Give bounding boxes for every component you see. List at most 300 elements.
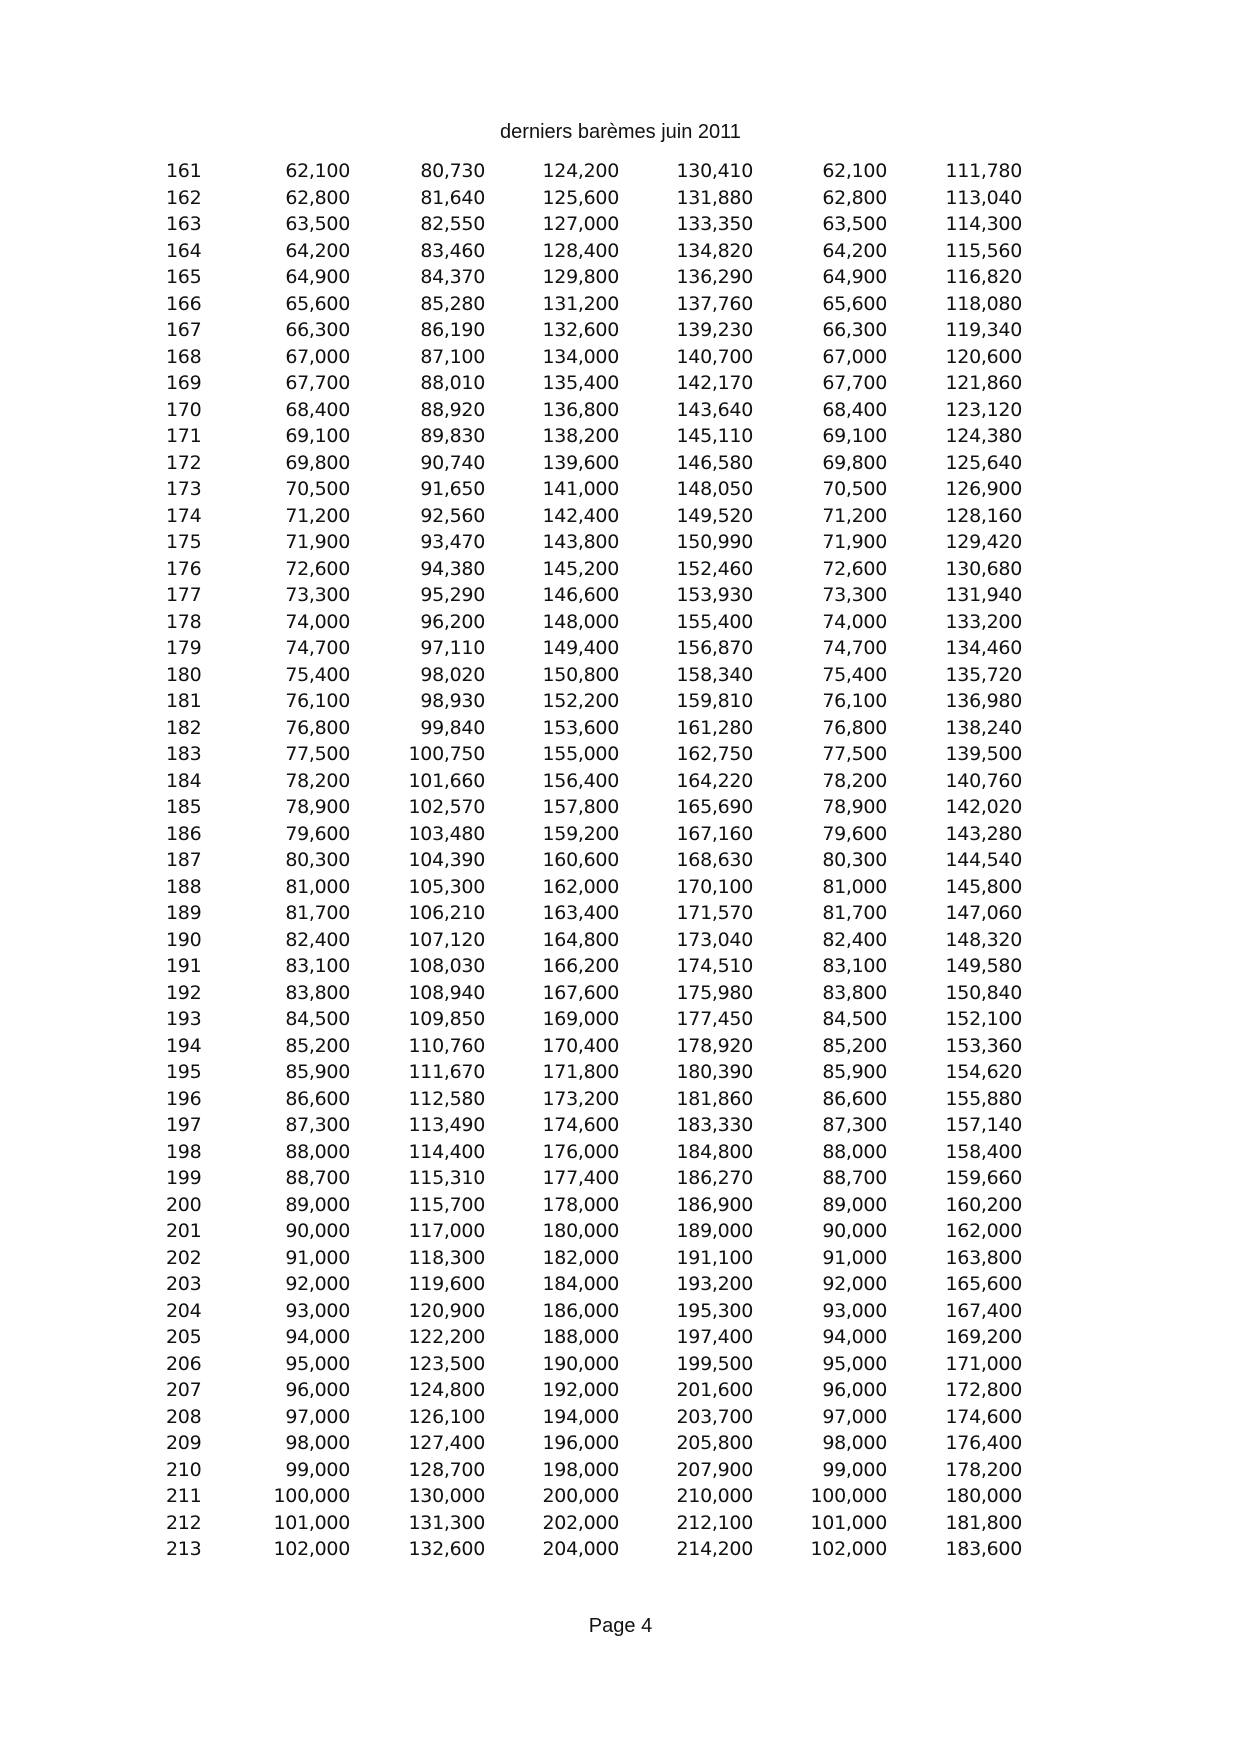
row-index: 168 [166,345,202,368]
col-3-value: 134,000 [542,345,619,368]
row-index: 182 [166,716,202,739]
col-4-value: 146,580 [676,451,753,474]
col-1-value: 98,000 [285,1432,350,1454]
row-index: 181 [166,690,202,712]
table-row [0,1536,1241,1563]
col-4-value: 150,990 [676,531,753,553]
col-5-value: 78,200 [822,769,887,792]
col-3-value: 150,800 [542,663,619,686]
table-row [0,185,1241,212]
col-5-value: 86,600 [822,1087,887,1110]
col-1-value: 68,400 [285,398,350,421]
col-2-value: 103,480 [408,822,485,845]
col-4-value: 186,900 [676,1193,753,1216]
col-6-value: 114,300 [945,213,1022,235]
col-1-value: 87,300 [285,1114,350,1136]
col-2-value: 80,730 [420,160,485,182]
table-row [0,556,1241,583]
col-3-value: 155,000 [542,743,619,765]
col-5-value: 67,700 [822,372,887,394]
col-4-value: 201,600 [676,1379,753,1401]
col-2-value: 114,400 [408,1140,485,1163]
col-6-value: 154,620 [945,1061,1022,1083]
col-5-value: 75,400 [822,663,887,686]
col-2-value: 92,560 [420,504,485,527]
col-1-value: 93,000 [285,1299,350,1322]
table-row [0,1271,1241,1298]
col-5-value: 62,100 [822,160,887,182]
col-5-value: 73,300 [822,584,887,606]
row-index: 199 [166,1167,202,1189]
col-5-value: 96,000 [822,1379,887,1401]
col-3-value: 188,000 [542,1326,619,1348]
col-5-value: 102,000 [810,1538,887,1560]
col-5-value: 68,400 [822,398,887,421]
col-4-value: 186,270 [676,1167,753,1189]
col-2-value: 87,100 [420,345,485,368]
col-2-value: 86,190 [420,319,485,341]
col-1-value: 82,400 [285,928,350,951]
col-2-value: 115,700 [408,1193,485,1216]
col-2-value: 81,640 [420,186,485,209]
col-3-value: 166,200 [542,955,619,977]
col-6-value: 155,880 [945,1087,1022,1110]
col-5-value: 77,500 [822,743,887,765]
col-1-value: 91,000 [285,1246,350,1269]
col-1-value: 74,000 [285,610,350,633]
row-index: 204 [166,1299,202,1322]
col-2-value: 123,500 [408,1352,485,1375]
col-4-value: 131,880 [676,186,753,209]
col-4-value: 212,100 [676,1511,753,1534]
col-5-value: 82,400 [822,928,887,951]
col-3-value: 173,200 [542,1087,619,1110]
col-1-value: 67,000 [285,345,350,368]
col-5-value: 81,700 [822,902,887,924]
table-row [0,1192,1241,1219]
col-5-value: 89,000 [822,1193,887,1216]
col-4-value: 170,100 [676,875,753,898]
col-2-value: 124,800 [408,1379,485,1401]
col-6-value: 138,240 [945,716,1022,739]
col-6-value: 124,380 [945,425,1022,447]
row-index: 194 [166,1034,202,1057]
col-1-value: 85,200 [285,1034,350,1057]
col-2-value: 96,200 [420,610,485,633]
col-4-value: 178,920 [676,1034,753,1057]
col-2-value: 106,210 [408,902,485,924]
col-4-value: 139,230 [676,319,753,341]
table-row [0,1006,1241,1033]
col-2-value: 88,010 [420,372,485,394]
col-6-value: 143,280 [945,822,1022,845]
col-2-value: 104,390 [408,849,485,871]
col-4-value: 142,170 [676,372,753,394]
col-6-value: 131,940 [945,584,1022,606]
col-4-value: 136,290 [676,266,753,288]
table-row [0,821,1241,848]
col-4-value: 180,390 [676,1061,753,1083]
col-5-value: 80,300 [822,849,887,871]
table-row [0,1430,1241,1457]
col-1-value: 62,800 [285,186,350,209]
col-4-value: 162,750 [676,743,753,765]
col-4-value: 191,100 [676,1246,753,1269]
col-2-value: 99,840 [420,716,485,739]
col-1-value: 96,000 [285,1379,350,1401]
table-row [0,529,1241,556]
col-4-value: 156,870 [676,637,753,659]
table-row [0,423,1241,450]
col-1-value: 69,800 [285,451,350,474]
col-4-value: 167,160 [676,822,753,845]
row-index: 198 [166,1140,202,1163]
col-3-value: 170,400 [542,1034,619,1057]
col-3-value: 124,200 [542,160,619,182]
col-5-value: 87,300 [822,1114,887,1136]
table-row [0,900,1241,927]
col-5-value: 101,000 [810,1511,887,1534]
table-row [0,476,1241,503]
col-1-value: 74,700 [285,637,350,659]
col-1-value: 84,500 [285,1008,350,1030]
col-6-value: 134,460 [945,637,1022,659]
col-6-value: 159,660 [945,1167,1022,1189]
col-2-value: 88,920 [420,398,485,421]
col-5-value: 76,800 [822,716,887,739]
col-4-value: 189,000 [676,1220,753,1242]
col-1-value: 81,700 [285,902,350,924]
table-row [0,1483,1241,1510]
row-index: 163 [166,213,202,235]
col-3-value: 153,600 [542,716,619,739]
col-2-value: 84,370 [420,266,485,288]
col-6-value: 174,600 [945,1405,1022,1428]
col-4-value: 133,350 [676,213,753,235]
table-row [0,1139,1241,1166]
col-5-value: 72,600 [822,557,887,580]
col-4-value: 203,700 [676,1405,753,1428]
table-row [0,635,1241,662]
col-5-value: 74,000 [822,610,887,633]
col-3-value: 194,000 [542,1405,619,1428]
col-2-value: 126,100 [408,1405,485,1428]
table-row [0,503,1241,530]
table-row [0,264,1241,291]
row-index: 184 [166,769,202,792]
col-5-value: 95,000 [822,1352,887,1375]
col-5-value: 91,000 [822,1246,887,1269]
col-4-value: 210,000 [676,1485,753,1507]
row-index: 183 [166,743,202,765]
row-index: 186 [166,822,202,845]
col-6-value: 111,780 [945,160,1022,182]
col-5-value: 92,000 [822,1273,887,1295]
col-5-value: 85,900 [822,1061,887,1083]
col-5-value: 90,000 [822,1220,887,1242]
col-3-value: 186,000 [542,1299,619,1322]
col-2-value: 112,580 [408,1087,485,1110]
col-6-value: 136,980 [945,690,1022,712]
col-1-value: 88,000 [285,1140,350,1163]
col-3-value: 145,200 [542,557,619,580]
row-index: 203 [166,1273,202,1295]
col-2-value: 93,470 [420,531,485,553]
table-row [0,715,1241,742]
col-2-value: 115,310 [408,1167,485,1189]
row-index: 180 [166,663,202,686]
col-1-value: 62,100 [285,160,350,182]
row-index: 178 [166,610,202,633]
col-2-value: 85,280 [420,292,485,315]
col-3-value: 163,400 [542,902,619,924]
row-index: 174 [166,504,202,527]
row-index: 195 [166,1061,202,1083]
col-5-value: 83,100 [822,955,887,977]
col-5-value: 78,900 [822,796,887,818]
col-1-value: 85,900 [285,1061,350,1083]
col-5-value: 88,700 [822,1167,887,1189]
row-index: 191 [166,955,202,977]
table-row [0,370,1241,397]
row-index: 164 [166,239,202,262]
table-row [0,1165,1241,1192]
col-6-value: 180,000 [945,1485,1022,1507]
col-2-value: 89,830 [420,425,485,447]
table-row [0,1112,1241,1139]
col-5-value: 69,100 [822,425,887,447]
col-6-value: 153,360 [945,1034,1022,1057]
col-1-value: 76,100 [285,690,350,712]
table-row [0,980,1241,1007]
col-5-value: 83,800 [822,981,887,1004]
col-5-value: 67,000 [822,345,887,368]
row-index: 208 [166,1405,202,1428]
col-5-value: 98,000 [822,1432,887,1454]
col-1-value: 86,600 [285,1087,350,1110]
col-1-value: 76,800 [285,716,350,739]
col-3-value: 125,600 [542,186,619,209]
col-4-value: 159,810 [676,690,753,712]
table-row [0,1457,1241,1484]
col-1-value: 83,800 [285,981,350,1004]
col-6-value: 171,000 [945,1352,1022,1375]
col-4-value: 149,520 [676,504,753,527]
col-4-value: 134,820 [676,239,753,262]
col-6-value: 172,800 [945,1379,1022,1401]
row-index: 207 [166,1379,202,1401]
col-1-value: 102,000 [273,1538,350,1560]
col-1-value: 66,300 [285,319,350,341]
col-6-value: 145,800 [945,875,1022,898]
table-row [0,211,1241,238]
col-1-value: 80,300 [285,849,350,871]
col-6-value: 121,860 [945,372,1022,394]
table-row [0,397,1241,424]
col-2-value: 122,200 [408,1326,485,1348]
col-1-value: 81,000 [285,875,350,898]
row-index: 205 [166,1326,202,1348]
col-3-value: 204,000 [542,1538,619,1560]
row-index: 190 [166,928,202,951]
col-6-value: 147,060 [945,902,1022,924]
col-1-value: 67,700 [285,372,350,394]
rates-table [0,158,1241,1563]
table-row [0,794,1241,821]
col-1-value: 63,500 [285,213,350,235]
col-3-value: 148,000 [542,610,619,633]
table-row [0,1324,1241,1351]
col-2-value: 111,670 [408,1061,485,1083]
col-3-value: 169,000 [542,1008,619,1030]
col-6-value: 160,200 [945,1193,1022,1216]
col-5-value: 70,500 [822,478,887,500]
col-6-value: 167,400 [945,1299,1022,1322]
col-2-value: 118,300 [408,1246,485,1269]
col-2-value: 83,460 [420,239,485,262]
row-index: 167 [166,319,202,341]
col-1-value: 64,200 [285,239,350,262]
col-5-value: 99,000 [822,1458,887,1481]
row-index: 175 [166,531,202,553]
table-row [0,317,1241,344]
table-row [0,1351,1241,1378]
col-3-value: 180,000 [542,1220,619,1242]
col-4-value: 155,400 [676,610,753,633]
row-index: 189 [166,902,202,924]
col-4-value: 175,980 [676,981,753,1004]
row-index: 176 [166,557,202,580]
col-1-value: 73,300 [285,584,350,606]
col-4-value: 173,040 [676,928,753,951]
col-4-value: 145,110 [676,425,753,447]
col-3-value: 184,000 [542,1273,619,1295]
col-6-value: 158,400 [945,1140,1022,1163]
col-4-value: 214,200 [676,1538,753,1560]
col-5-value: 81,000 [822,875,887,898]
col-6-value: 125,640 [945,451,1022,474]
col-6-value: 183,600 [945,1538,1022,1560]
col-3-value: 149,400 [542,637,619,659]
col-2-value: 130,000 [408,1485,485,1507]
col-2-value: 102,570 [408,796,485,818]
row-index: 196 [166,1087,202,1110]
col-4-value: 165,690 [676,796,753,818]
col-6-value: 163,800 [945,1246,1022,1269]
col-6-value: 130,680 [945,557,1022,580]
table-row [0,1510,1241,1537]
col-6-value: 142,020 [945,796,1022,818]
col-5-value: 97,000 [822,1405,887,1428]
row-index: 169 [166,372,202,394]
row-index: 192 [166,981,202,1004]
col-4-value: 148,050 [676,478,753,500]
col-2-value: 132,600 [408,1538,485,1560]
col-5-value: 79,600 [822,822,887,845]
col-6-value: 133,200 [945,610,1022,633]
col-3-value: 131,200 [542,292,619,315]
col-6-value: 181,800 [945,1511,1022,1534]
col-1-value: 97,000 [285,1405,350,1428]
col-2-value: 108,030 [408,955,485,977]
col-5-value: 100,000 [810,1485,887,1507]
col-3-value: 190,000 [542,1352,619,1375]
col-6-value: 116,820 [945,266,1022,288]
col-5-value: 64,200 [822,239,887,262]
col-2-value: 91,650 [420,478,485,500]
col-2-value: 119,600 [408,1273,485,1295]
col-3-value: 132,600 [542,319,619,341]
col-4-value: 195,300 [676,1299,753,1322]
col-3-value: 164,800 [542,928,619,951]
col-6-value: 118,080 [945,292,1022,315]
row-index: 197 [166,1114,202,1136]
col-6-value: 126,900 [945,478,1022,500]
col-1-value: 78,900 [285,796,350,818]
col-6-value: 139,500 [945,743,1022,765]
row-index: 211 [166,1485,202,1507]
row-index: 209 [166,1432,202,1454]
row-index: 179 [166,637,202,659]
col-4-value: 164,220 [676,769,753,792]
col-2-value: 128,700 [408,1458,485,1481]
col-1-value: 72,600 [285,557,350,580]
row-index: 171 [166,425,202,447]
col-4-value: 168,630 [676,849,753,871]
col-1-value: 92,000 [285,1273,350,1295]
row-index: 213 [166,1538,202,1560]
col-2-value: 105,300 [408,875,485,898]
table-row [0,927,1241,954]
col-6-value: 165,600 [945,1273,1022,1295]
col-3-value: 136,800 [542,398,619,421]
table-row [0,662,1241,689]
col-3-value: 202,000 [542,1511,619,1534]
col-3-value: 178,000 [542,1193,619,1216]
col-2-value: 107,120 [408,928,485,951]
col-6-value: 162,000 [945,1220,1022,1242]
col-6-value: 148,320 [945,928,1022,951]
col-2-value: 108,940 [408,981,485,1004]
col-3-value: 128,400 [542,239,619,262]
col-5-value: 66,300 [822,319,887,341]
col-1-value: 71,200 [285,504,350,527]
col-1-value: 88,700 [285,1167,350,1189]
col-1-value: 100,000 [273,1485,350,1507]
row-index: 206 [166,1352,202,1375]
col-4-value: 174,510 [676,955,753,977]
col-1-value: 71,900 [285,531,350,553]
col-5-value: 62,800 [822,186,887,209]
col-4-value: 205,800 [676,1432,753,1454]
col-1-value: 101,000 [273,1511,350,1534]
col-6-value: 157,140 [945,1114,1022,1136]
col-6-value: 150,840 [945,981,1022,1004]
col-6-value: 178,200 [945,1458,1022,1481]
col-6-value: 128,160 [945,504,1022,527]
col-1-value: 78,200 [285,769,350,792]
col-3-value: 176,000 [542,1140,619,1163]
col-2-value: 127,400 [408,1432,485,1454]
col-3-value: 196,000 [542,1432,619,1454]
col-3-value: 143,800 [542,531,619,553]
table-row [0,1245,1241,1272]
col-5-value: 65,600 [822,292,887,315]
table-row [0,1059,1241,1086]
row-index: 172 [166,451,202,474]
col-2-value: 98,020 [420,663,485,686]
col-3-value: 141,000 [542,478,619,500]
